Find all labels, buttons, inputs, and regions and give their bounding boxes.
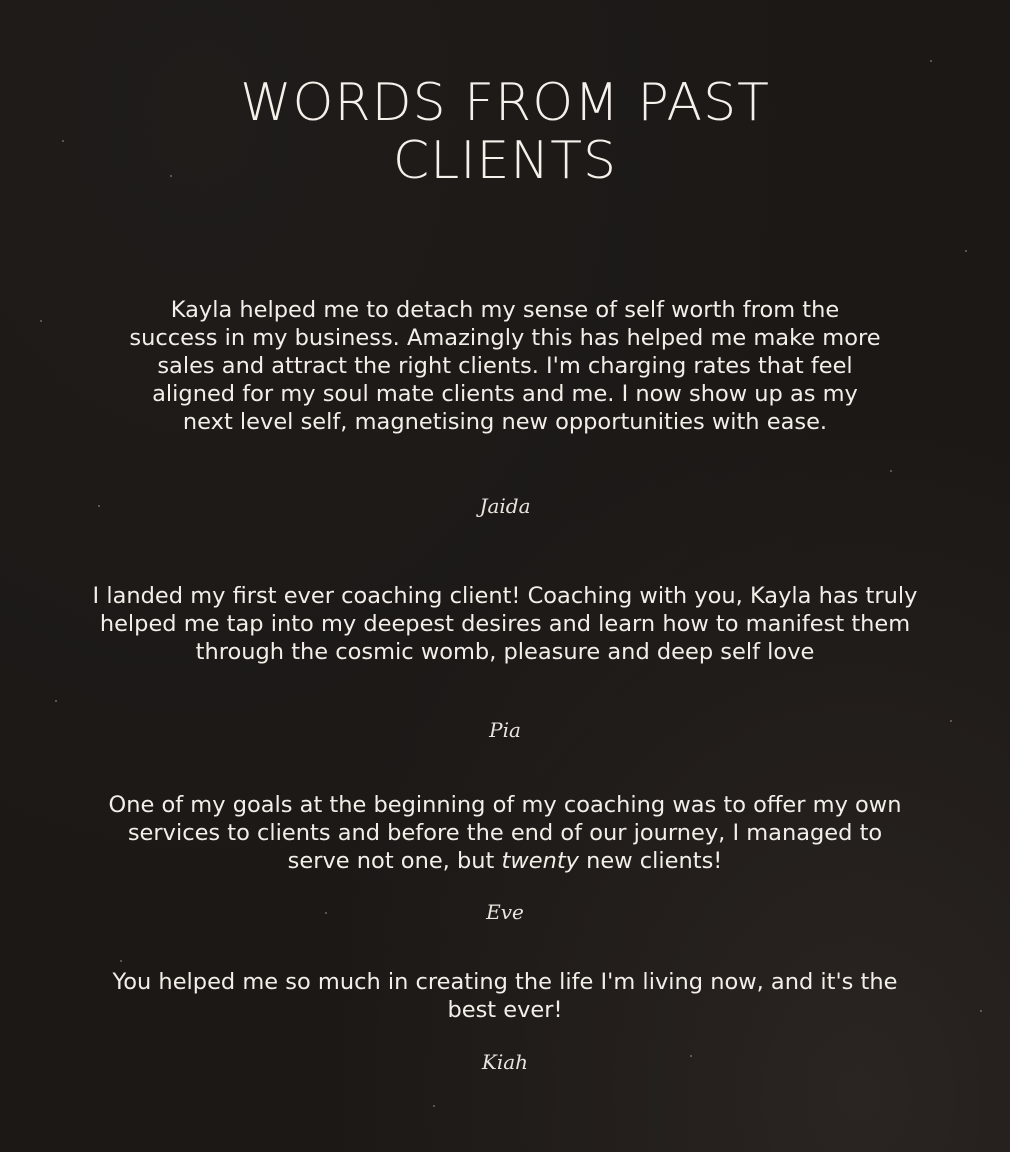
star: [55, 700, 57, 702]
testimonial-quote-text: Kayla helped me to detach my sense of self worth from the success in my business. Amazingly this has helped me make more sales and attract the right clients. I'm charging rates that feel aligned for my soul mate clients and me. I now show up as my next level self, magnetising new opportunities with ease.: [129, 297, 881, 435]
star: [965, 250, 967, 252]
testimonial-author: Pia: [489, 718, 521, 742]
testimonial-author: Kiah: [481, 1050, 529, 1074]
quote-text-before: One of my goals at the beginning of my coaching was to offer my own services to clients and before the end of our journey, I managed to serve not one, but: [108, 792, 902, 874]
testimonial-quote: [0, 582, 1010, 666]
star: [120, 960, 122, 962]
testimonial-quote-text: [105, 791, 905, 875]
page-title-line-1: WORDS FROM PAST: [240, 73, 770, 133]
star: [433, 1105, 435, 1107]
star: [890, 470, 892, 472]
testimonial-author: Jaida: [479, 494, 531, 518]
quote-emphasis: twenty: [501, 848, 579, 874]
star: [930, 60, 932, 62]
page-title-line-2: CLIENTS: [392, 131, 618, 191]
testimonial-quote: [0, 968, 1010, 1024]
testimonial-author: Eve: [486, 900, 524, 924]
testimonial-quote: [0, 296, 1010, 436]
testimonial-quote-text: I landed my first ever coaching client! Coaching with you, Kayla has truly helped me tap into my deepest desires and learn how to manifest them through the cosmic womb, pleasure and deep self love: [92, 583, 918, 665]
testimonial-quote-text: You helped me so much in creating the life I'm living now, and it's the best ever!: [112, 969, 898, 1023]
testimonial-quote: [0, 791, 1010, 875]
quote-text-after: new clients!: [578, 848, 723, 874]
page-title: [0, 74, 1010, 190]
